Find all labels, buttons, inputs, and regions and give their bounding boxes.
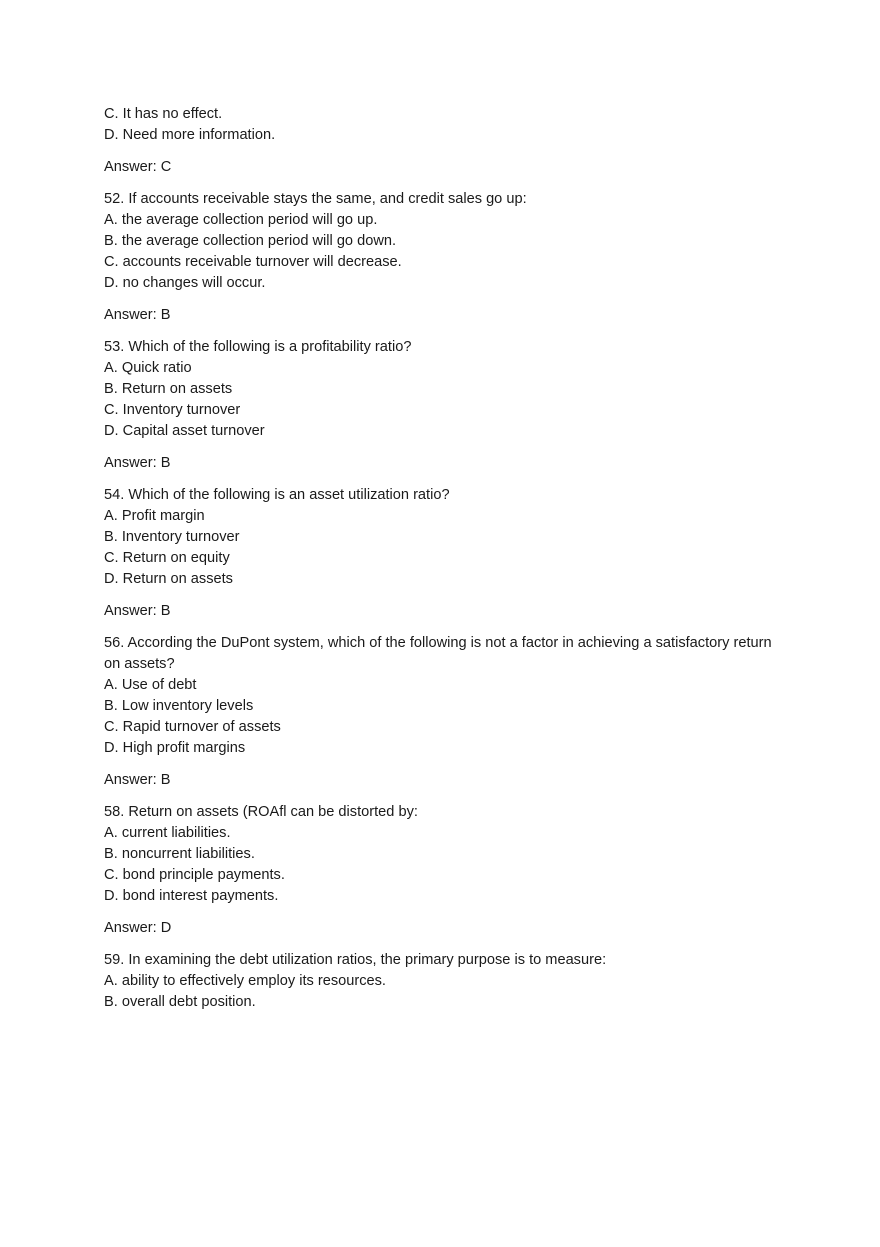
option-b: B. the average collection period will go down. <box>104 233 397 249</box>
answer-text: Answer: C <box>104 159 172 175</box>
option-d: D. no changes will occur. <box>104 275 266 291</box>
answer-54 <box>104 601 784 622</box>
question-block-54 <box>104 485 784 590</box>
option-d: D. High profit margins <box>104 740 246 756</box>
question-text: 59. In examining the debt utilization ratios, the primary purpose is to measure: <box>104 952 607 968</box>
question-text: 53. Which of the following is a profitability ratio? <box>104 339 412 355</box>
option-b: B. Inventory turnover <box>104 529 240 545</box>
option-a: A. Quick ratio <box>104 360 192 376</box>
option-c: C. accounts receivable turnover will decrease. <box>104 254 402 270</box>
option-a: A. Profit margin <box>104 508 205 524</box>
question-block-53 <box>104 337 784 442</box>
answer-58 <box>104 918 784 939</box>
option-b: B. overall debt position. <box>104 994 256 1010</box>
answer-text: Answer: D <box>104 920 172 936</box>
question-block-52 <box>104 189 784 294</box>
answer-text: Answer: B <box>104 603 171 619</box>
option-c: C. It has no effect. <box>104 106 223 122</box>
option-c: C. Return on equity <box>104 550 230 566</box>
option-d: D. bond interest payments. <box>104 888 279 904</box>
question-text: 56. According the DuPont system, which of the following is not a factor in achieving a satisfactory return on assets? <box>104 635 772 672</box>
question-block-56 <box>104 633 784 759</box>
answer-text: Answer: B <box>104 455 171 471</box>
option-d: D. Capital asset turnover <box>104 423 265 439</box>
question-block-58 <box>104 802 784 907</box>
option-a: A. current liabilities. <box>104 825 231 841</box>
question-block-59 <box>104 950 784 1013</box>
option-b: B. Return on assets <box>104 381 233 397</box>
option-a: A. Use of debt <box>104 677 197 693</box>
answer-56 <box>104 770 784 791</box>
option-a: A. ability to effectively employ its resources. <box>104 973 386 989</box>
option-c: C. Rapid turnover of assets <box>104 719 281 735</box>
option-b: B. noncurrent liabilities. <box>104 846 255 862</box>
answer-text: Answer: B <box>104 307 171 323</box>
question-block-51 <box>104 104 784 146</box>
option-a: A. the average collection period will go up. <box>104 212 378 228</box>
option-d: D. Return on assets <box>104 571 233 587</box>
answer-52 <box>104 305 784 326</box>
answer-53 <box>104 453 784 474</box>
document-body <box>104 104 784 1013</box>
option-c: C. bond principle payments. <box>104 867 285 883</box>
question-text: 52. If accounts receivable stays the same, and credit sales go up: <box>104 191 527 207</box>
answer-text: Answer: B <box>104 772 171 788</box>
option-b: B. Low inventory levels <box>104 698 254 714</box>
option-d: D. Need more information. <box>104 127 276 143</box>
question-text: 54. Which of the following is an asset utilization ratio? <box>104 487 450 503</box>
answer-51 <box>104 157 784 178</box>
question-text: 58. Return on assets (ROAfl can be distorted by: <box>104 804 418 820</box>
option-c: C. Inventory turnover <box>104 402 241 418</box>
